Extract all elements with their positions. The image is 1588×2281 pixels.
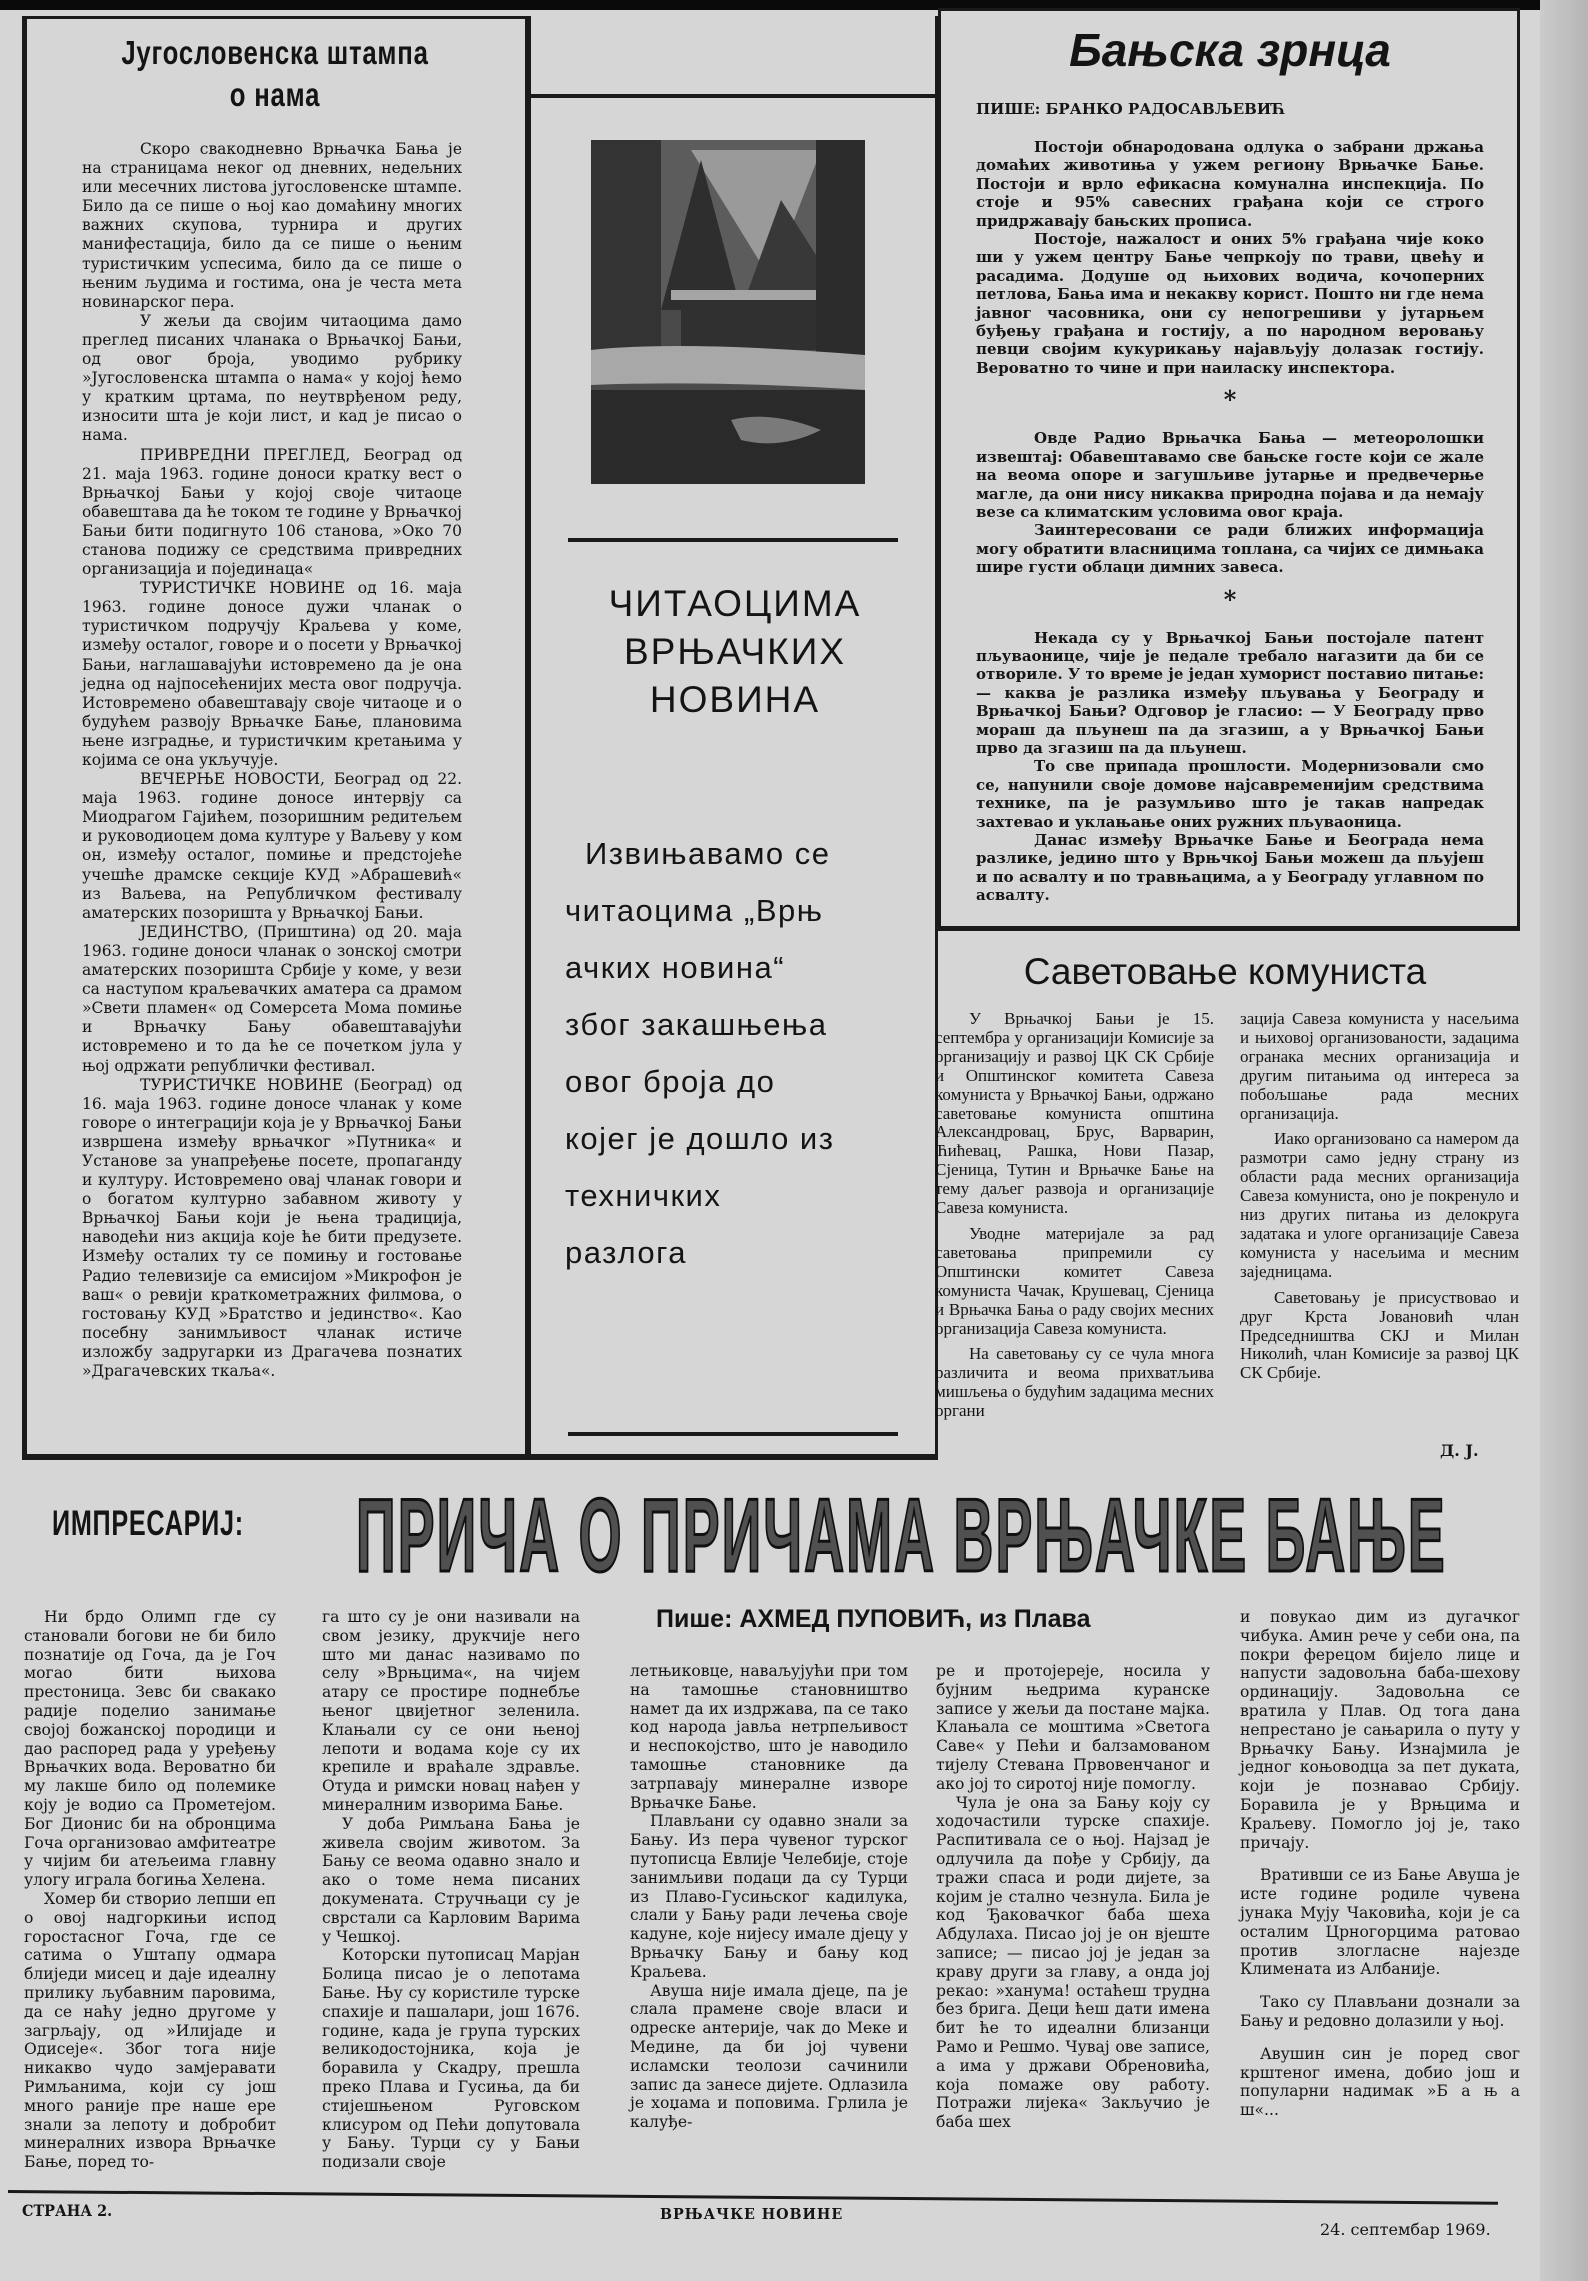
asterisk-separator-icon: * (1223, 584, 1237, 614)
paragraph: Овде Радио Врњачка Бања — метеоролошки извештај: Обавештавамо све бањске госте који се жале на веома опоре и загушљиве јутарње и предвечерње магле, да они нису никаква природна појава и да немају везе са климатским условима овог краја. (976, 429, 1484, 521)
newspaper-name: ВРЊАЧКЕ НОВИНЕ (660, 2205, 844, 2223)
feature-byline: Пише: АХМЕД ПУПОВИЋ, из Плава (656, 1605, 1091, 1633)
paragraph: Ни брдо Олимп где су становали богови не би било познатије од Гоча, да је Гоч могао бити њихова престоница. Зевс би свакако радије поделио занимање својој божанској породици и дао распоред рада у уређењу Врњачких вода. Вероватно би му лакше било од полемике коју је водио са Прометејом. Бог Дионис би на обронцима Гоча организовао амфитеатре у чијим би атељеима главну улогу играла богиња Хелена. (24, 1608, 276, 1890)
paragraph: ТУРИСТИЧКЕ НОВИНЕ (Београд) од 16. маја 1963. године доносе чланак у коме говоре о интеграцији која је у Врњачкој Бањи извршена између врњачког »Путника« и Установе за унапређење посете, пропаганду и културу. Истовремено овај чланак говори и о богатом културно забавном животу у Врњачкој Бањи који је њена традиција, наводећи низ акција које ће бити предузете. Између осталих ту се помињу и гостовање Радио телевизије са емисијом »Микрофон је ваш« о ревији краткометражних филмова, о гостовању КУД »Братство и јединство«. Као посебну занимљивост чланак истиче изложбу задругарки из Драгачева познатих »Драгачевских ткаља«. (82, 1075, 462, 1380)
divider-rule (568, 1432, 898, 1436)
text-column (935, 1010, 1214, 1428)
paragraph: Тако су Плављани дознали за Бању и редовно долазили у њој. (1240, 1993, 1520, 2030)
paragraph: Вративши се из Бање Авуша је исте године родиле чувена јунака Мују Чаковића, који је са осталим Црногорцима ратовао против злогласне најезде Климената из Албаније. (1240, 1866, 1520, 1979)
author-initials: Д. Ј. (1440, 1441, 1479, 1460)
article-body-savetovanje (935, 1010, 1519, 1428)
notice-line: ачких новина“ (565, 950, 786, 985)
spacer (1240, 1852, 1520, 1866)
text-column (1240, 1608, 1520, 2120)
section-kicker: ИМПРЕСАРИЈ: (52, 1504, 244, 1543)
paragraph: Уводне материјале за рад саветовања припремили су Општински комитет Савеза комуниста Чачак, Крушевац, Сјеница и Врњачка Бања о раду својих месних организација Савеза комуниста. (935, 1223, 1214, 1338)
photo-icon (591, 140, 865, 484)
paragraph: ТУРИСТИЧКЕ НОВИНЕ од 16. маја 1963. године доносе дужи чланак о туристичком подручју Краљева у коме, између осталог, говоре и о посети у Врњачкој Бањи, наглашавајући истовремено да је она једна од најпосећенијих места овог подручја. Истовремено обавештавају своје читаоце и о будућем развоју Врњачке Бање, плановима њене изградње, и туристичким кретањима у којима се она укључује. (82, 579, 462, 769)
divider-rule (531, 94, 935, 98)
paragraph: На саветовању су се чула многа различита и веома прихватљива мишљења о будућим задацима месних органи (935, 1344, 1214, 1421)
paragraph: Которски путописац Марјан Болица писао је о лепотама Бање. Њу су користиле турске спахије и пашалари, још 1676. године, када је група турских великодостојника, која је боравила у Скадру, прешла преко Плава и Гусиња, да би стијешњеном Руговском клисуром од Пећи допутовала у Бању. Турци су у Бањи подизали своје (322, 1946, 580, 2172)
heading-line: НОВИНА (649, 679, 821, 720)
column-byline: ПИШЕ: БРАНКО РАДОСАВЉЕВИЋ (976, 100, 1286, 118)
notice-line: разлога (565, 1235, 688, 1270)
paragraph: летњиковце, наваљујући при том на тамошње становништво намет да их издржава, па се тако код народа јавља нетрпељивост и неспокојство, што је наводило тамошње становнике да затрпавају минералне изворе Врњачке Бање. (630, 1662, 908, 1812)
paragraph: Чула је она за Бању коју су ходочастили турске спахије. Распитивала се о њој. Најзад је одлучила да пође у Србију, да тражи спаса и роди дијете, за којим је стално чезнула. Била је код Ђаковачког баба шеха Абдулаха. Писао јој је он вјеште записе; — писао јој је један за краву други за главу, а онда јој рекао: »ханума! остаћеш трудна без брига. Деци ћеш дати имена бит ће то идеални близанци Рамо и Решмо. Чувај ове записе, а има у држави Обреновића, која помаже ову работу. Потражи лијека« Закључио је баба шех (936, 1793, 1210, 2132)
article-body-yugoslav-press (82, 140, 462, 1381)
page-number: СТРАНА 2. (22, 2201, 113, 2220)
paragraph: У Врњачкој Бањи је 15. септембра у организацији Комисије за организацију и развој ЦК СК Србије и Општинског комитета Савеза комуниста у Врњачкој Бањи, одржано саветовање комуниста општина Александровац, Брус, Варварин, Ћићевац, Рашка, Нови Пазар, Сјеница, Тутин и Врњачке Бање на тему даљег развоја и организације Савеза комуниста. (935, 1009, 1214, 1218)
heading-line: ЧИТАОЦИМА (608, 583, 862, 624)
paragraph: Авуша није имала дјеце, па је слала прамене своје власи и одреске антерије, чак до Меке и Медине, да би јој чувени исламски теолози сачинили запис да занесе дијете. Одлазила је хоџама и поповима. Грлила је калуђе- (630, 1981, 908, 2132)
paragraph: У жељи да својим читаоцима дамо преглед писаних чланака о Врњачкој Бањи, од овог броја, уводимо рубрику »Југословенска штампа о нама« у којој ћемо у кратким цртама, по неутврђеном реду, износити шта је који лист, и кад је писао о нама. (82, 311, 462, 445)
notice-line: Извињавамо се (585, 836, 831, 871)
heading-line: ВРЊАЧКИХ (623, 631, 846, 672)
text-column (1240, 1010, 1519, 1428)
notice-body (565, 825, 905, 1281)
column-title: Бањска зрнца (1069, 24, 1391, 76)
notice-heading (560, 580, 910, 724)
text-column (936, 1662, 1210, 2132)
paragraph: Постоје, нажалост и оних 5% грађана чије коко ши у ужем центру Бање чепркоју по трави, цвећу и расадима. Додуше од њихових водича, кочоперних петлова, Бања има и некакву корист. Пошто ни где нема јавног часовника, они су непогрешиви у јутарњем буђењу грађана и гостију, а по народном веровању певци својим кукурикању најављују долазак гостију. Вероватно то чине и при наиласку инспектора. (976, 230, 1484, 377)
notice-line: читаоцима „Врњ (565, 893, 824, 928)
issue-date: 24. септембар 1969. (1320, 2220, 1491, 2239)
notice-line: због закашњења (565, 1007, 828, 1042)
paragraph: ре и протојереје, носила у бујним њедрима куранске записе у жељи да постане мајка. Клањала се моштима »Светога Саве« у Пећи и балзамованом тијелу Стевана Првовенчаног и ако јој то сиротој није помоглу. (936, 1662, 1210, 1793)
photo-spa-pavilion-image (591, 140, 865, 484)
article-title-savetovanje: Саветовање комуниста (1023, 951, 1427, 992)
asterisk-separator-icon: * (1223, 385, 1237, 415)
title-line: о нама (229, 76, 321, 113)
spacer (1240, 2031, 1520, 2045)
paragraph: Заинтересовани се ради ближих информација могу обратити власницима топлана, са чијих се димњака шире густи облаци димних завеса. (976, 521, 1484, 577)
divider-rule (568, 538, 898, 542)
paragraph: Хомер би створио лепши еп о овој надгоркињи испод горостасног Гоча, где се сатима о Уштапу одмара блиједи мисец и даје идеалну прилику љубавним паровима, да се наћу једно другоме у загрљају, од »Илијаде и Одисеје«. Због тога није никакво чудо замјеравати Римљанима, који су још много раније пре наше ере знали за лепоту и добробит минералних извора Врњачке Бање, поред то- (24, 1889, 276, 2172)
article-title-yugoslav-press (107, 32, 442, 116)
paragraph: зација Савеза комуниста у насељима и њиховој организованости, задацима огранака месних организација и другим питањима од интереса за побољшање рада месних организација. (1240, 1009, 1519, 1123)
paragraph: га што су је они називали на свом језику, друкчије него што ми данас називамо по селу »Врњцима«, на чијем атару се простире поднебље њеног цвијетног зеленила. Клањали су се они њеној лепоти и водама које су их крепиле и враћале здравље. Отуда и римски новац нађен у минералним изворима Бање. (322, 1608, 580, 1814)
paragraph: Авушин син је поред свог крштеног имена, добио још и популарни надимак »Б а њ а ш«... (1240, 2044, 1520, 2120)
spacer (1240, 1979, 1520, 1993)
column-body (976, 138, 1484, 905)
notice-line: овог броја до (565, 1064, 776, 1099)
paragraph: Плављани су одавно знали за Бању. Из пера чувеног турског путописца Евлије Челебије, стоје занимљиви подаци да су Турци из Плаво-Гусињског кадилука, слали у Бању ради лечења своје кадуне, које нијесу имале дјецу у Врњачку Бању и бању код Краљева. (630, 1812, 908, 1981)
title-line: Југословенска штампа (121, 34, 429, 71)
notice-line: којег је дошло из (565, 1121, 835, 1156)
notice-line: техничких (565, 1178, 722, 1213)
paragraph: То све припада прошлости. Модернизовали смо се, напунили своје домове најсавременијим средствима технике, па је разумљиво што је такав напредак захтевао и уклањање оних ружних пљуваоница. (976, 757, 1484, 831)
feature-headline: ПРИЧА О ПРИЧАМА ВРЊАЧКЕ БАЊЕ (356, 1478, 1447, 1594)
paragraph: Саветовању је присуствовао и друг Крста Јовановић члан Председништва СКЈ и Милан Николић, члан Комисије за развој ЦК СК Србије. (1240, 1287, 1519, 1383)
paragraph: ВЕЧЕРЊЕ НОВОСТИ, Београд од 22. маја 1963. године доносе интервју са Миодрагом Гајићем, позоришним редитељем и руководиоцем дома културе у Ваљеву у ком он, између осталог, помиње и предстојеће учешће драмске секције КУД »Абрашевић« из Ваљева, на Републичком фестивалу аматерских позоришта у Врњачкој Бањи. (82, 770, 462, 922)
paragraph: Скоро свакодневно Врњачка Бања је на страницама неког од дневних, недељних или месечних листова југословенске штампе. Било да се пише о њој као домаћину многих важних скупова, турнира и других манифестација, било да се пише о њеним туристичким успесима, било да се пише о њеним људима и гостима, она је честа мета новинарског пера. (82, 140, 462, 311)
paragraph: Данас између Врњачке Бање и Београда нема разлике, једино што у Врњчкој Бањи можеш да пљујеш и по асвалту и по травњацима, а у Београду углавном по асвалту. (976, 831, 1484, 905)
scan-right-edge (1540, 0, 1588, 2281)
paragraph: и повукао дим из дугачког чибука. Амин рече у себи она, па покри ферецом бијело лице и напусти задовољна баба-шехову ординацију. Задовољна се вратила у Плав. Од тога дана непрестано је сањарила о путу у Врњачку Бању. Изнајмила је једног коњоводца за пет дуката, који је познавао Србију. Боравила је у Врњцима и Краљеву. Помогло јој је, тако причају. (1240, 1608, 1520, 1852)
paragraph: Некада су у Врњачкој Бањи постојале патент пљуваонице, чије је педале требало нагазити да би се отвориле. У то време је један хуморист поставио питање: — каква је разлика између пљувања у Београду и Врњачкој Бањи? Одговор је гласио: — У Београду прво мораш да пљунеш па да згазиш, а у Врњачкој Бањи прво да згазиш па да пљунеш. (976, 628, 1484, 757)
text-column (24, 1608, 276, 2172)
paragraph: Иако организовано са намером да размотри само једну страну из области рада месних организација Савеза комуниста, оно је покренуло и низ других питања из делокруга задатака и улоге организације Савеза комуниста у насељима и месним заједницама. (1240, 1129, 1519, 1281)
paragraph: У доба Римљана Бања је живела својим животом. За Бању се веома одавно знало и ако о томе нема писаних докумената. Стручњаци су је сврстали са Карловим Варима у Чешкој. (322, 1814, 580, 1946)
paragraph: ПРИВРЕДНИ ПРЕГЛЕД, Београд од 21. маја 1963. године доноси кратку вест о Врњачкој Бањи у којој своје читаоце обавештава да ће током те године у Врњачкој Бањи бити подигнуто 106 станова, »Око 70 станова подижу се средствима привредних организација и појединаца« (82, 445, 462, 579)
text-column (322, 1608, 580, 2172)
paragraph: Постоји обнародована одлука о забрани држања домаћих животиња у ужем региону Врњачке Бање. Постоји и врло ефикасна комунална инспекција. По стоје и 95% савесних грађана који се строго придржавају бањских прописа. (976, 138, 1484, 230)
text-column (630, 1662, 908, 2132)
paragraph: ЈЕДИНСТВО, (Приштина) од 20. маја 1963. године доноси чланак о зонској смотри аматерских позоришта Србије у коме, у вези са наступом краљевачких аматера са драмом »Свети пламен« од Сомерсета Мома помиње и Врњачку Бању обавештавајући истовремено и то да ће се почетком јула у њој одржати републички фестивал. (82, 922, 462, 1075)
